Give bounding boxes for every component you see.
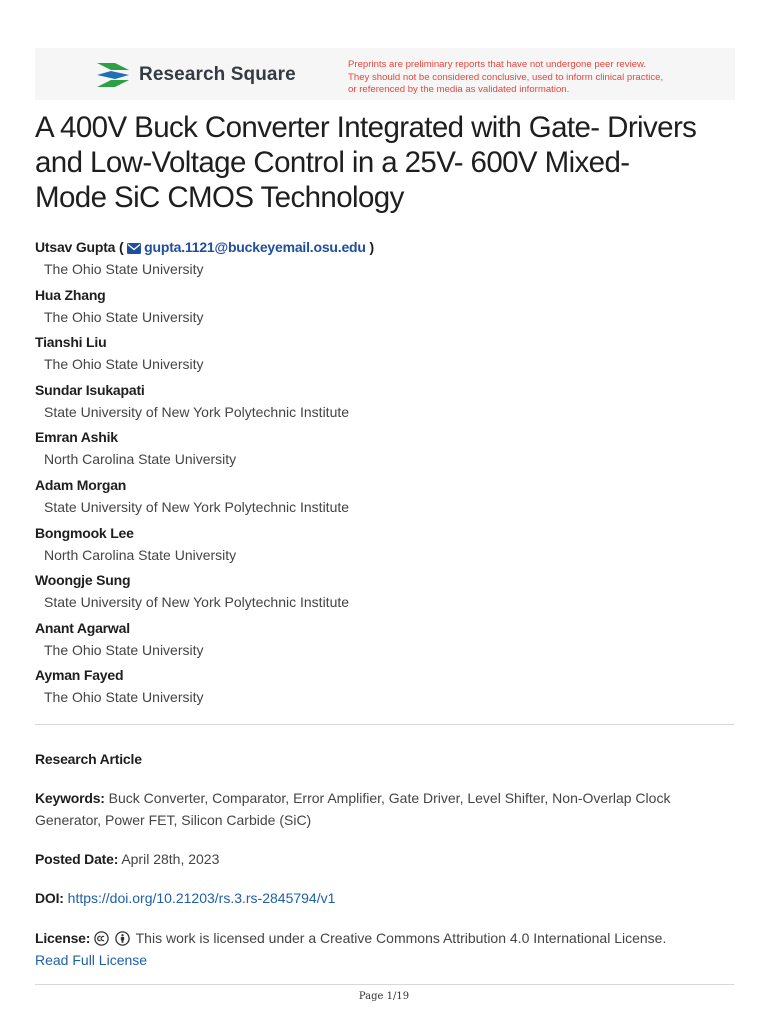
author-affiliation: State University of New York Polytechnic Institute: [44, 403, 350, 420]
author-entry: [35, 332, 735, 380]
disclaimer-line: Preprints are preliminary reports that have not undergone peer review.: [348, 59, 647, 70]
author-entry: [35, 665, 735, 713]
doi: [35, 887, 725, 909]
author-name: Utsav Gupta ( gupta.1121@buckeyemail.osu.edu ): [35, 239, 374, 255]
author-affiliation: North Carolina State University: [44, 546, 237, 563]
research-square-logo-icon: [95, 62, 131, 88]
author-affiliation: North Carolina State University: [44, 451, 237, 468]
paper-title: [35, 110, 745, 215]
posted-date-value: April 28th, 2023: [121, 851, 220, 867]
preprint-header: [35, 48, 735, 100]
author-list: [35, 237, 735, 713]
title-line: and Low-Voltage Control in a 25V- 600V Mixed-: [35, 146, 630, 179]
logo-text: Research Square: [139, 64, 296, 85]
footer-divider: [35, 984, 734, 985]
author-name: Hua Zhang: [35, 286, 106, 303]
author-affiliation: The Ohio State University: [44, 689, 204, 706]
research-square-logo[interactable]: [95, 62, 296, 88]
keywords-line: Buck Converter, Comparator, Error Amplifier, Gate Driver, Level Shifter, Non-Overlap Clock: [108, 790, 671, 806]
author-affiliation: State University of New York Polytechnic Institute: [44, 498, 350, 515]
keywords-label: Keywords:: [35, 790, 105, 806]
posted-date-label: Posted Date:: [35, 851, 119, 867]
author-entry: [35, 285, 735, 333]
envelope-icon: [127, 243, 141, 254]
author-affiliation: The Ohio State University: [44, 641, 204, 658]
title-line: Mode SiC CMOS Technology: [35, 181, 404, 214]
author-affiliation: The Ohio State University: [44, 356, 204, 373]
author-affiliation: The Ohio State University: [44, 261, 204, 277]
disclaimer-line: They should not be considered conclusive, used to inform clinical practice,: [348, 71, 664, 83]
author-entry: [35, 618, 735, 666]
author-name: Adam Morgan: [35, 476, 127, 493]
title-line: A 400V Buck Converter Integrated with Gate- Drivers: [35, 111, 697, 144]
author-entry: [35, 237, 735, 285]
keywords-line: Generator, Power FET, Silicon Carbide (SiC): [35, 812, 312, 828]
author-entry: [35, 427, 735, 475]
author-entry: [35, 380, 735, 428]
page-number: Page 1/19: [358, 991, 410, 1002]
license-label: License:: [35, 930, 91, 946]
author-affiliation: State University of New York Polytechnic Institute: [44, 594, 350, 611]
author-name: Anant Agarwal: [35, 619, 130, 636]
author-entry: [35, 523, 735, 571]
author-entry: [35, 475, 735, 523]
author-name: Ayman Fayed: [35, 667, 124, 684]
attribution-icon: [115, 931, 130, 946]
keywords: [35, 787, 725, 831]
author-name: Emran Ashik: [35, 429, 118, 446]
author-affiliation: The Ohio State University: [44, 308, 204, 325]
section-divider: [35, 724, 734, 725]
posted-date: [35, 848, 725, 870]
author-name: Bongmook Lee: [35, 524, 134, 541]
author-name: Sundar Isukapati: [35, 381, 145, 398]
author-name: Tianshi Liu: [35, 334, 107, 351]
author-email-link[interactable]: gupta.1121@buckeyemail.osu.edu: [127, 239, 369, 255]
license: [35, 927, 725, 971]
doi-link[interactable]: https://doi.org/10.21203/rs.3.rs-2845794/v1: [67, 890, 336, 906]
author-name: Woongje Sung: [35, 572, 131, 589]
author-entry: [35, 570, 735, 618]
creative-commons-icon: [94, 931, 109, 946]
disclaimer-line: or referenced by the media as validated information.: [348, 84, 570, 95]
doi-label: DOI:: [35, 890, 64, 906]
license-text: This work is licensed under a Creative Commons Attribution 4.0 International License.: [135, 930, 667, 946]
read-full-license-link[interactable]: Read Full License: [35, 952, 148, 968]
article-type: Research Article: [35, 751, 142, 767]
preprint-disclaimer: [348, 59, 708, 97]
